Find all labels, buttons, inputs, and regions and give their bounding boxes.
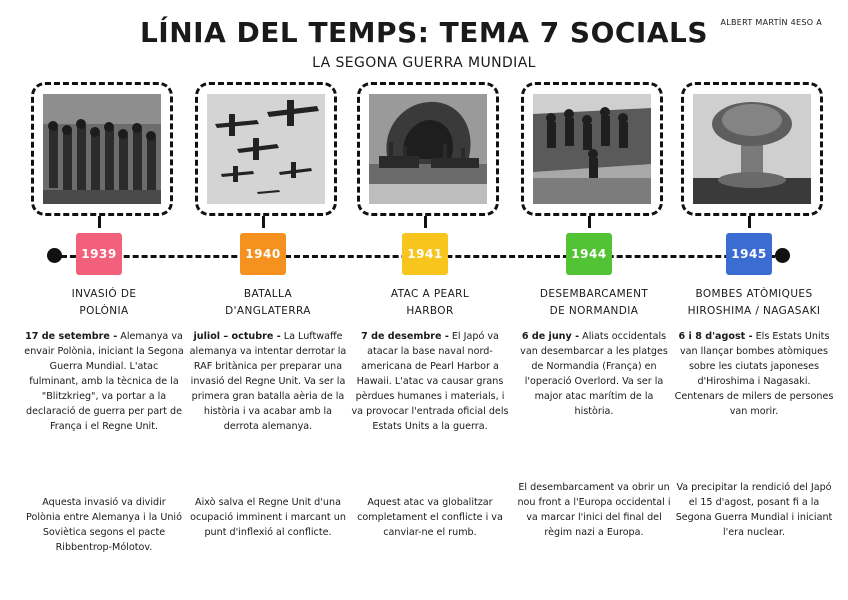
event-consequence: El desembarcament va obrir un nou front a l'Europa occidental i va marcar l'inici del final del règim nazi a Europa. (517, 482, 671, 538)
event-description: 6 i 8 d'agost - Els Estats Units van llançar bombes atòmiques sobre les ciutats japoneses d'Hiroshima i Nagasaki. Centenars de milers de persones van morir. (674, 331, 834, 417)
burning-ships-photo-icon (369, 94, 487, 204)
marching-soldiers-photo-icon (43, 94, 161, 204)
event-photo-frame (681, 82, 823, 216)
event-heading: INVASIÓ DE POLÒNIA (71, 288, 137, 317)
event-consequence: Aquesta invasió va dividir Polònia entre Alemanya i la Unió Soviètica segons el pacte Ribbentrop-Mólotov. (26, 497, 182, 553)
event-heading: DESEMBARCAMENT DE NORMANDIA (539, 288, 649, 317)
page-subtitle: LA SEGONA GUERRA MUNDIAL (312, 55, 536, 71)
timeline-start-dot (47, 248, 62, 263)
event-card (674, 82, 834, 538)
timeline-connector (98, 216, 101, 228)
timeline-connector (262, 216, 265, 228)
event-photo-frame (357, 82, 499, 216)
timeline-connector (588, 216, 591, 228)
event-description: 7 de desembre - El Japó va atacar la base naval nord-americana de Pearl Harbor a Hawaii. L'atac va causar grans pèrdues humanes i materials, i va provocar l'entrada oficial dels Estats Units a la guerra. (351, 331, 509, 432)
timeline-connector (424, 216, 427, 228)
mushroom-cloud-photo-icon (693, 94, 811, 204)
event-card (350, 82, 510, 538)
page-title: LÍNIA DEL TEMPS: TEMA 7 SOCIALS (139, 16, 709, 49)
landing-troops-photo-icon (533, 94, 651, 204)
year-badge: 1941 (402, 233, 448, 275)
timeline-end-dot (775, 248, 790, 263)
event-heading: ATAC A PEARL HARBOR (390, 288, 470, 317)
year-badge: 1944 (566, 233, 612, 275)
event-consequence: Aquest atac va globalitzar completament el conflicte i va canviar-ne el rumb. (357, 497, 503, 538)
event-card (188, 82, 348, 538)
author-label: ALBERT MARTÍN 4ESO A (720, 18, 822, 27)
year-badge: 1939 (76, 233, 122, 275)
event-heading: BATALLA D'ANGLATERRA (225, 288, 311, 317)
event-card (24, 82, 184, 553)
event-photo-frame (521, 82, 663, 216)
event-heading: BOMBES ATÒMIQUES HIROSHIMA / NAGASAKI (687, 288, 821, 317)
year-badge: 1940 (240, 233, 286, 275)
event-description: juliol – octubre - La Luftwaffe alemanya va intentar derrotar la RAF britànica per preparar una invasió del Regne Unit. Va ser la primera gran batalla aèria de la història i va acabar amb la derrota alemanya. (189, 331, 347, 432)
bomber-planes-photo-icon (207, 94, 325, 204)
event-card (514, 82, 674, 538)
event-photo-frame (195, 82, 337, 216)
event-description: 17 de setembre - Alemanya va envair Polònia, iniciant la Segona Guerra Mundial. L'atac fulminant, amb la tècnica de la "Blitzkrieg", va portar a la declaració de guerra per part de França i el Regne Unit. (24, 331, 184, 432)
event-photo-frame (31, 82, 173, 216)
timeline-connector (748, 216, 751, 228)
year-badge: 1945 (726, 233, 772, 275)
event-consequence: Això salva el Regne Unit d'una ocupació imminent i marcant un punt d'inflexió al conflicte. (190, 497, 346, 538)
event-consequence: Va precipitar la rendició del Japó el 15 d'agost, posant fi a la Segona Guerra Mundial i iniciant l'era nuclear. (675, 482, 833, 538)
event-description: 6 de juny - Aliats occidentals van desembarcar a les platges de Normandia (França) en l'operació Overlord. Va ser la major atac marítim de la història. (520, 331, 668, 417)
